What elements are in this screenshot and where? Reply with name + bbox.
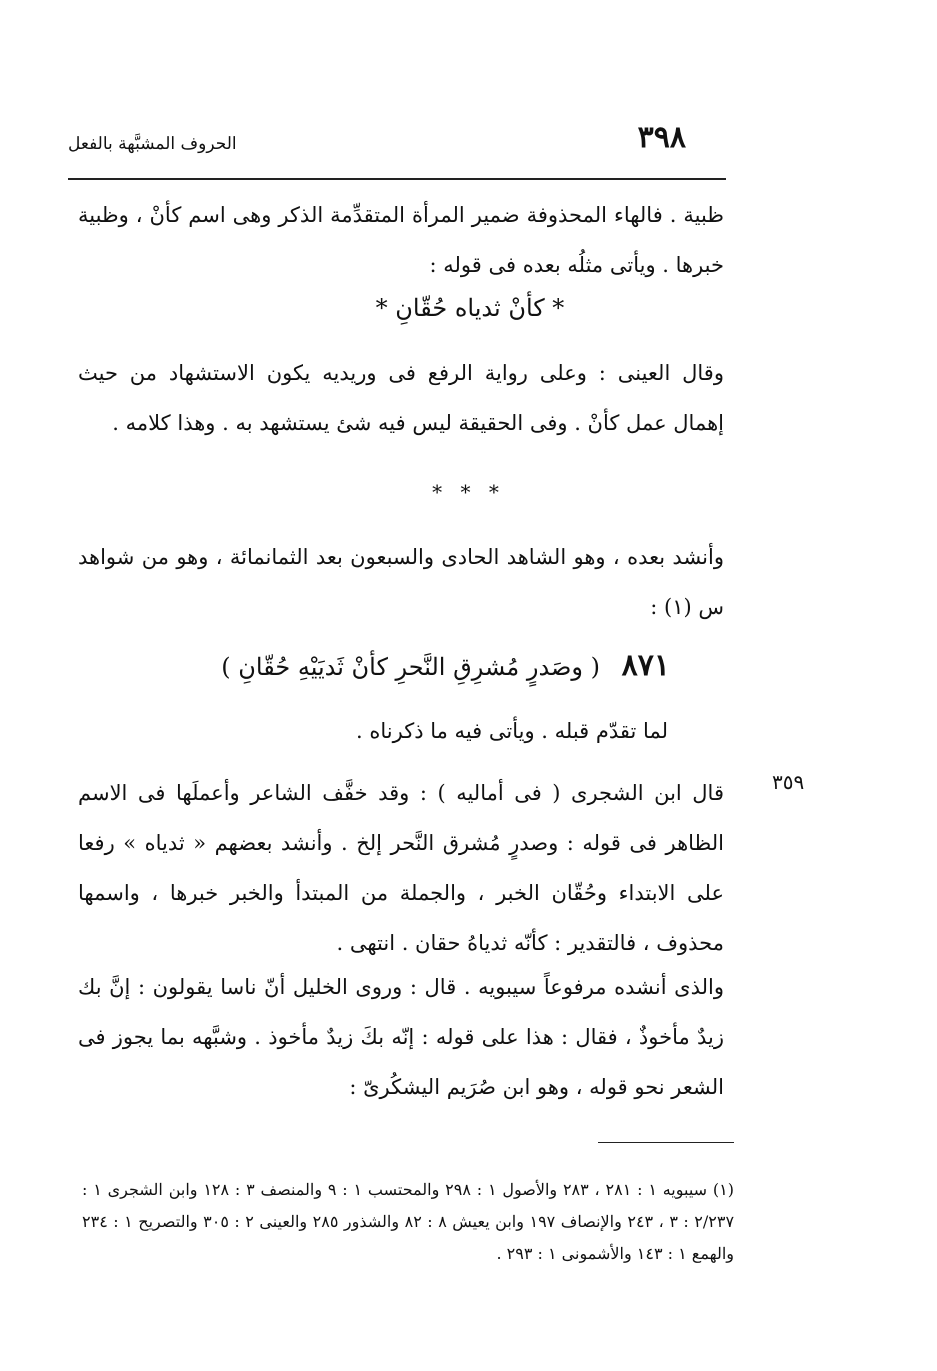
page-number: ٣٩٨ — [637, 120, 686, 155]
verse-number: ٨٧١ — [621, 648, 670, 683]
header-rule — [68, 178, 726, 180]
margin-page-number: ٣٥٩ — [772, 770, 805, 794]
paragraph-aini: وقال العينى : وعلى رواية الرفع فى وريديه يكون الاستشهاد من حيث إهمال عمل كأنْ . وفى الحقيقة ليس فيه شئ يستشهد به . وهذا كلامه . — [78, 361, 724, 435]
shahid-verse — [130, 648, 670, 683]
paragraph-ibn-shajari: قال ابن الشجرى ( فى أماليه ) : وقد خفَّف الشاعر وأعملَها فى الاسم الظاهر فى قوله : وصدرٍ مُشرق النَّحر إلخ . وأنشد بعضهم « ثدياه » رفعا على الابتداء وحُقّان الخبر ، والجملة من المبتدأ والخبر خبرها ، واسمها محذوف ، فالتقدير : كأنّه ثدياهُ حقان . انتهى . — [78, 781, 724, 955]
page-header — [68, 118, 726, 158]
footnote-rule — [598, 1142, 734, 1143]
paragraph-continuation: ظبية . فالهاء المحذوفة ضمير المرأة المتقدِّمة الذكر وهى اسم كأنْ ، وظبية خبرها . ويأتى مثلُه بعده فى قوله : — [78, 203, 724, 277]
footnote: (١) سيبويه ١ : ٢٨١ ، ٢٨٣ والأصول ١ : ٢٩٨ والمحتسب ١ : ٩ والمنصف ٣ : ١٢٨ وابن الشجرى ١ : ٢/٢٣٧ : ٣ ، ٢٤٣ والإنصاف ١٩٧ وابن يعيش ٨ : ٨٢ والشذور ٢٨٥ والعينى ٢ : ٣٠٥ والتصريح ١ : ٢٣٤ والهمع ١ : ١٤٣ والأشمونى ١ : ٢٩٣ . — [82, 1180, 735, 1263]
paragraph-sibawayh: والذى أنشده مرفوعاً سيبويه . قال : وروى الخليل أنّ ناسا يقولون : إنَّ بك زيدٌ مأخوذٌ ، فقال : هذا على قوله : إنّه بكَ زيدٌ مأخوذ . وشبَّهه بما يجوز فى الشعر نحو قوله ، وهو ابن صُرَيم اليشكُرىّ : — [78, 975, 724, 1099]
paragraph-note: لما تقدّم قبله . ويأتى فيه ما ذكرناه . — [356, 719, 668, 743]
paragraph-shahid-intro: وأنشد بعده ، وهو الشاهد الحادى والسبعون بعد الثمانمائة ، وهو من شواهد س (١) : — [78, 545, 724, 619]
section-separator: * * * — [432, 480, 505, 504]
running-title: الحروف المشبَّهة بالفعل — [68, 134, 237, 154]
verse-quote: * كأنْ ثدياه حُقّانِ * — [375, 294, 565, 322]
verse-text: ( وصَدرٍ مُشرِقِ النَّحرِ كأنْ ثَديَيْهِ حُقّانِ ) — [221, 653, 601, 681]
